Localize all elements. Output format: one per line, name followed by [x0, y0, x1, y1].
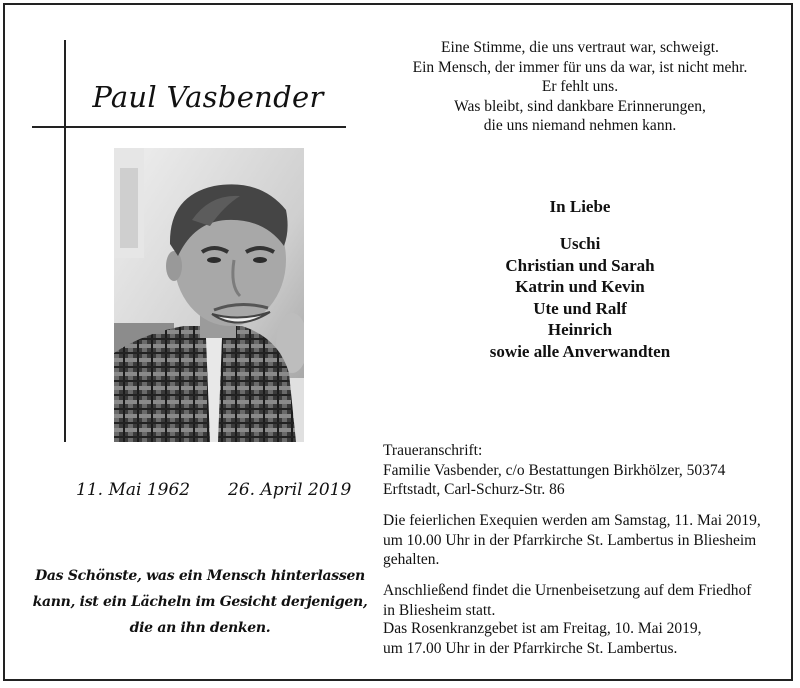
address-line: Familie Vasbender, c/o Bestattungen Birkhölzer, 50374	[383, 461, 726, 479]
exequien-notice	[383, 511, 783, 570]
mourning-address	[383, 441, 783, 500]
birth-date: 11. Mai 1962	[76, 480, 191, 500]
poem-line: Ein Mensch, der immer für uns da war, ist nicht mehr.	[412, 58, 748, 76]
urn-line: Anschließend findet die Urnenbeisetzung auf dem Friedhof	[383, 582, 752, 599]
poem-line: Er fehlt uns.	[541, 78, 619, 95]
exequien-line: Die feierlichen Exequien werden am Samstag, 11. Mai 2019,	[383, 512, 761, 529]
rosary-line: Das Rosenkranzgebet ist am Freitag, 10. Mai 2019,	[383, 620, 702, 637]
quote-line: kann, ist ein Lächeln im Gesicht derjenigen,	[32, 594, 368, 610]
address-line: Traueranschrift:	[383, 442, 483, 459]
love-heading: In Liebe	[549, 197, 611, 216]
cross-horizontal-bar	[32, 126, 346, 128]
poem	[380, 38, 780, 136]
poem-line: Was bleibt, sind dankbare Erinnerungen,	[454, 97, 706, 115]
mourner-name: Uschi	[559, 234, 601, 253]
death-date: 26. April 2019	[228, 480, 352, 500]
mourner-name: Christian und Sarah	[505, 255, 655, 275]
rosary-notice	[383, 619, 783, 658]
poem-line: Eine Stimme, die uns vertraut war, schweigt.	[441, 39, 719, 56]
mourner-name: Heinrich	[547, 320, 613, 339]
quote-line: Das Schönste, was ein Mensch hinterlassen	[35, 568, 365, 584]
memorial-quote	[30, 563, 370, 641]
portrait-photo	[114, 148, 304, 442]
mourner-name: sowie alle Anverwandten	[489, 341, 671, 361]
exequien-line: um 10.00 Uhr in der Pfarrkirche St. Lambertus in Bliesheim	[383, 531, 757, 549]
cross-vertical-bar	[64, 40, 66, 442]
mourners-list	[380, 233, 780, 362]
deceased-name: Paul Vasbender	[92, 80, 324, 114]
urn-burial-notice	[383, 581, 783, 620]
poem-line: die uns niemand nehmen kann.	[483, 117, 677, 134]
mourner-name: Ute und Ralf	[533, 298, 627, 318]
mourner-name: Katrin und Kevin	[515, 277, 645, 296]
urn-line: in Bliesheim statt.	[383, 601, 496, 619]
rosary-line: um 17.00 Uhr in der Pfarrkirche St. Lambertus.	[383, 639, 678, 657]
quote-line: die an ihn denken.	[129, 620, 271, 636]
address-line: Erftstadt, Carl-Schurz-Str. 86	[383, 481, 565, 498]
exequien-line: gehalten.	[383, 551, 440, 568]
